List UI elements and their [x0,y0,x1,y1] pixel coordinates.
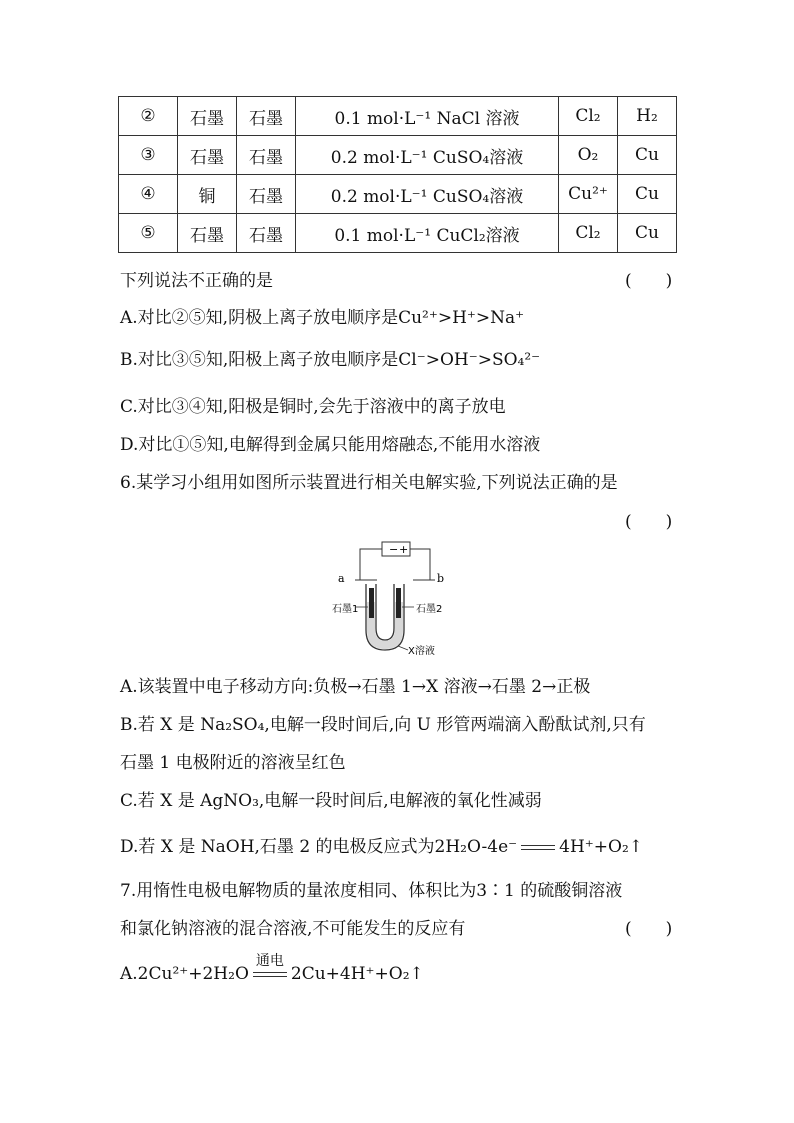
q6-option-a: A.该装置中电子移动方向:负极→石墨 1→X 溶液→石墨 2→正极 [120,677,591,697]
cell-anode: 石墨 [178,136,237,175]
q6-option-c: C.若 X 是 AgNO₃,电解一段时间后,电解液的氧化性减弱 [120,791,542,811]
cell-solution: 0.1 mol·L⁻¹ CuCl₂溶液 [296,214,559,253]
table-row [119,97,677,136]
cell-solution: 0.2 mol·L⁻¹ CuSO₄溶液 [296,175,559,214]
q7-option-a [120,952,424,984]
equals-sign [521,843,555,853]
cell-no: ② [119,97,178,136]
q7-option-a-right: 2Cu+4H⁺+O₂↑ [290,964,424,984]
q6-stem: 6.某学习小组用如图所示装置进行相关电解实验,下列说法正确的是 [120,473,618,493]
q6-option-d [120,832,643,857]
cell-cathode-product: Cu [618,214,677,253]
electrolysis-u-tube-figure [330,540,450,658]
q6-option-d-right: 4H⁺+O₂↑ [559,837,644,857]
graphite-1-electrode [369,588,374,618]
equals-sign-condition [253,952,287,980]
q7-option-a-left: A.2Cu²⁺+2H₂O [120,964,249,984]
q5-stem: 下列说法不正确的是 [120,271,273,291]
wire-left [360,549,382,580]
cell-anode-product: Cu²⁺ [559,175,618,214]
label-a: a [338,572,345,585]
q7-answer-paren: ( ) [625,919,673,939]
power-minus-label: − [389,543,399,556]
power-plus-label: + [399,543,409,556]
q5-option-d: D.对比①⑤知,电解得到金属只能用熔融态,不能用水溶液 [120,435,541,455]
cell-solution: 0.2 mol·L⁻¹ CuSO₄溶液 [296,136,559,175]
cell-anode: 石墨 [178,214,237,253]
cell-cathode: 石墨 [237,136,296,175]
q7-stem-line2: 和氯化钠溶液的混合溶液,不可能发生的反应有 [120,919,466,939]
q6-answer-paren: ( ) [625,512,673,532]
q5-option-a: A.对比②⑤知,阴极上离子放电顺序是Cu²⁺>H⁺>Na⁺ [120,308,525,328]
graphite-2-electrode [396,588,401,618]
label-b: b [437,572,445,585]
cell-anode-product: Cl₂ [559,97,618,136]
condition-label: 通电 [255,952,284,969]
cell-anode-product: O₂ [559,136,618,175]
q6-option-b-line1: B.若 X 是 Na₂SO₄,电解一段时间后,向 U 形管两端滴入酚酞试剂,只有 [120,715,646,735]
q7-stem-line1: 7.用惰性电极电解物质的量浓度相同、体积比为3∶1 的硫酸铜溶液 [120,881,623,901]
wire-right [410,549,430,580]
cell-anode-product: Cl₂ [559,214,618,253]
label-graphite-2: 石墨2 [416,604,443,615]
cell-solution: 0.1 mol·L⁻¹ NaCl 溶液 [296,97,559,136]
q5-answer-paren: ( ) [625,271,673,291]
cell-cathode-product: Cu [618,175,677,214]
table-row [119,175,677,214]
cell-no: ③ [119,136,178,175]
cell-cathode-product: H₂ [618,97,677,136]
q5-option-c: C.对比③④知,阳极是铜时,会先于溶液中的离子放电 [120,397,506,417]
label-graphite-1: 石墨1 [332,604,359,615]
cell-cathode: 石墨 [237,97,296,136]
electrolysis-table [118,96,677,253]
cell-cathode: 石墨 [237,175,296,214]
cell-anode: 石墨 [178,97,237,136]
cell-cathode: 石墨 [237,214,296,253]
table-row [119,214,677,253]
q6-option-b-line2: 石墨 1 电极附近的溶液呈红色 [120,753,346,773]
cell-no: ④ [119,175,178,214]
q6-option-d-left: D.若 X 是 NaOH,石墨 2 的电极反应式为2H₂O-4e⁻ [120,837,518,857]
u-tube-inner [376,584,394,640]
label-x-solution: X溶液 [408,646,435,657]
cell-anode: 铜 [178,175,237,214]
cell-no: ⑤ [119,214,178,253]
cell-cathode-product: Cu [618,136,677,175]
q5-option-b: B.对比③⑤知,阳极上离子放电顺序是Cl⁻>OH⁻>SO₄²⁻ [120,350,541,370]
table-row [119,136,677,175]
